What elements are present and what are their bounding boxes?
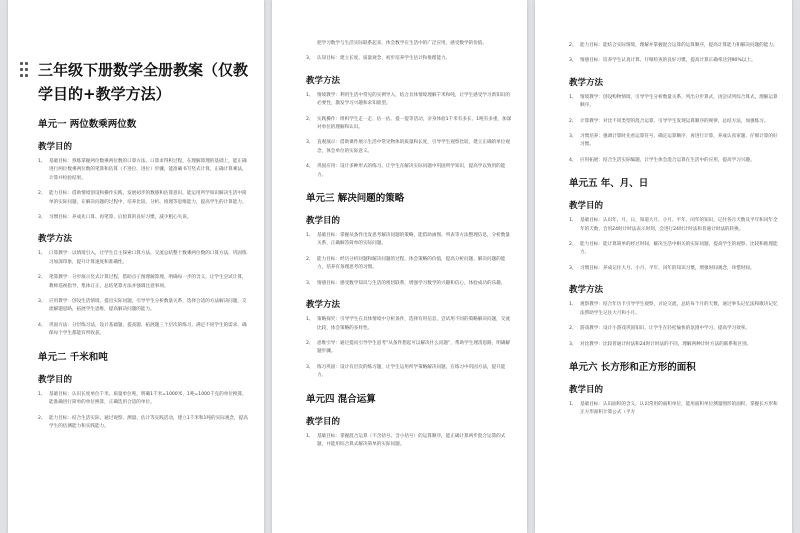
list-item: 3、 应用教学：创设生活情境，提出实际问题，引导学生分析数量关系，选择合适的方法解决问题，交流解题思路，拓展学生思维，提高解决问题的能力。 bbox=[38, 299, 247, 313]
section-heading-methods: 教学方法 bbox=[306, 75, 341, 86]
list-item: 3、 习惯目标：养成先口算、再笔算、后验算的良好习惯，减少粗心失误。 bbox=[38, 215, 192, 221]
section-heading-goals: 教学目的 bbox=[306, 216, 341, 227]
list-item: 2、 能力目标：能计算简单的经过时间，解决生活中相关的实际问题，提高学生的观察、比较和推理能力。 bbox=[569, 242, 778, 256]
drag-handle-icon[interactable] bbox=[20, 62, 28, 78]
list-item: 2、 思维引导：通过提问引导学生思考“从条件想起可以解决什么问题”，帮助学生理清思路，明确解题步骤。 bbox=[306, 340, 511, 355]
list-item: 3、 情感目标：培养学生认真计算、仔细检查的良好习惯，提高计算正确率达到90%以上。 bbox=[569, 58, 756, 64]
list-item: 2、 笔算教学：分步演示竖式计算过程，借助点子图理解算理，明确每一步的含义，让学生尝试计算，教师巡视指导，集体订正，总结笔算方法并强调注意事项。 bbox=[38, 275, 247, 289]
document-page-2 bbox=[272, 0, 527, 533]
section-heading-methods: 教学方法 bbox=[569, 285, 604, 296]
list-item: 1、 基础目标：熟练掌握两位数乘两位数的口算方法、口算求得积过程，在理解算理的基础上，能正确进行两位数乘两位数的笔算和估算（不进位、进位）步骤，能准确书写竖式计算，正确计算乘法，计算并检验结果。 bbox=[38, 159, 247, 181]
section-heading-methods: 教学方法 bbox=[306, 300, 341, 311]
list-item: 3、 练习巩固：设计有层次的练习题，让学生运用所学策略解决问题，在练习中巩固方法，提升能力。 bbox=[306, 364, 506, 379]
document-title[interactable]: 三年级下册数学全册教案（仅教学目的+教学方法） bbox=[38, 61, 249, 103]
list-item: 1、 策略探究：引导学生在具体情境中分析条件，选择有用信息，尝试用不同的策略解决问题，交流比较，体会策略的多样性。 bbox=[306, 317, 510, 331]
list-item: 2、 计算教学：对比不同类型的混合运算，引导学生发现运算顺序的规律，总结方法，加强练习。 bbox=[569, 118, 769, 124]
unit-heading: 单元五 年、月、日 bbox=[569, 178, 649, 190]
section-heading-goals: 教学目的 bbox=[569, 201, 604, 212]
list-item: 2、 游戏教学：设计小游戏巩固知识，让学生在轻松愉快的氛围中学习，提高学习效率。 bbox=[569, 326, 750, 332]
list-item: 2、 能力目标：经历分析问题和解决问题的过程，体会策略的价值，提高分析问题、解决问题的能力，培养有条理思考的习惯。 bbox=[306, 256, 506, 271]
list-item: 2、 能力目标：能结合实际情境，理解并掌握混合运算的运算顺序，提高计算能力和解决问题的能力。 bbox=[569, 43, 778, 48]
list-item: 2、 能力目标：结合生活实际，通过观察、测量、估计等实践活动，建立1千米和1吨的实际观念，提高学生的估测能力和实践能力。 bbox=[38, 415, 248, 429]
list-item: 3、 习惯目标：养成记住大月、小月、平年、闰年的知识习惯，增强时间观念，珍惜时间。 bbox=[569, 265, 755, 271]
unit-heading: 单元二 千米和吨 bbox=[38, 351, 108, 363]
section-heading-methods: 教学方法 bbox=[569, 77, 604, 88]
list-item: 3、 认知目标：建立长度、质量观念，初步培养学生估计和推理能力。 bbox=[306, 56, 451, 62]
list-item: 1、 基础目标：掌握从条件出发思考解决问题的策略，能借助画图、列表等方法整理信息，分析数量关系，正确解答简单的实际问题。 bbox=[306, 233, 510, 247]
list-item: 2、 实践操作：组织学生走一走、估一估、提一提等活动，亲身体验1千米有多长、1吨有多重，加深对单位的理解和认识。 bbox=[306, 116, 512, 131]
document-page-1 bbox=[8, 0, 264, 533]
list-item: 1、 基础目标：认识长度单位千米、质量单位吨，明确1千米=1000米、1吨=1000千克的单位换算，能准确进行简单的单位换算，正确选用合适的单位。 bbox=[38, 391, 247, 406]
list-item: 3、 习惯培养：强调计算时先看运算符号，确定运算顺序，再进行计算，养成认真审题、仔细计算的好习惯。 bbox=[569, 134, 778, 148]
list-item: 1、 基础目标：认识年、月、日，知道大月、小月、平年、闰年的知识，记住各月天数及平年和闰年全年的天数，会用24时计时法表示时刻，会进行24时计时法和普通计时法的转换。 bbox=[569, 218, 778, 232]
section-heading-goals: 教学目的 bbox=[569, 384, 604, 395]
list-item: 1、 基础目标：认识面积的含义，认识常用的面积单位，能用面积单位测量图形的面积，掌握长方形和正方形面积计算公式（平方 bbox=[569, 401, 778, 416]
list-item: 1、 基础目标：掌握混合运算（不含括号、含小括号）的运算顺序，能正确计算两步混合运算的式题，并能用综合算式解决简单的实际问题。 bbox=[306, 433, 506, 447]
document-page-3 bbox=[535, 0, 792, 533]
list-item: 3、 对比教学：比较普通计时法和24时计时法的不同，理解两种计时方法的联系和区别。 bbox=[569, 341, 752, 347]
list-item: 把学习数学与生活实际联系起来，体会数学在生活中的广泛应用，感受数学的价值。 bbox=[317, 41, 487, 46]
section-heading-goals: 教学目的 bbox=[306, 416, 341, 427]
list-item: 4、 巩固应用：设计多种形式的练习，让学生在解决实际问题中巩固所学知识，提高学以致用的能力。 bbox=[306, 164, 506, 178]
list-item: 4、 应用拓展：结合生活实际编题，让学生体会混合运算在生活中的应用，提高学习兴趣。 bbox=[569, 157, 755, 163]
section-heading-methods: 教学方法 bbox=[38, 234, 73, 245]
list-item: 2、 能力目标：借助情境创设和操作实践，发展初步的数感和估算意识，能运用所学知识解决生活中简单的实际问题，在解决问题的过程中，培养比较、分析、推理等思维能力，提高学生的计算能力。 bbox=[38, 191, 247, 205]
list-item: 4、 巩固方法：分层练习法，设计基础题、提高题、拓展题三个层次的练习，满足不同学生的需求，确保每个学生都能有所收获。 bbox=[38, 322, 247, 337]
unit-heading: 单元三 解决问题的策略 bbox=[306, 193, 405, 205]
section-heading-goals: 教学目的 bbox=[38, 374, 73, 385]
list-item: 1、 情境教学：创设购物情境，引导学生分析数量关系，列出分步算式，再尝试列综合算式，理解运算顺序。 bbox=[569, 94, 778, 109]
list-item: 1、 观察教学：结合年历卡引导学生观察，讨论交流，总结每个月的天数，通过拳头记忆法和歌诀记忆法帮助学生记住大月和小月。 bbox=[569, 302, 778, 316]
list-item: 3、 情感目标：感受数学知识与生活的密切联系，增强学习数学的兴趣和信心，体验成功的乐趣。 bbox=[306, 280, 506, 286]
unit-heading: 单元六 长方形和正方形的面积 bbox=[569, 361, 696, 373]
section-heading-goals: 教学目的 bbox=[38, 142, 73, 152]
unit-heading: 单元四 混合运算 bbox=[306, 393, 376, 405]
list-item: 1、 口算教学：以情境引入，让学生自主探索口算方法，交流总结整十数乘两位数的口算方法，巩固练习加深印象，提升计算速度和准确性。 bbox=[38, 251, 247, 265]
list-item: 3、 直观演示：借助课件展示生活中常见物体的质量和长度，引导学生观察比较，建立正确的单位观念，体会单位的实际意义。 bbox=[306, 140, 510, 154]
unit-heading: 单元一 两位数乘两位数 bbox=[38, 119, 137, 130]
list-item: 1、 情境教学：利用生活中常见的实例导入，结合具体情境理解千米和吨，让学生感受学习新知识的必要性，激发学习兴趣和求知欲望。 bbox=[306, 92, 510, 107]
